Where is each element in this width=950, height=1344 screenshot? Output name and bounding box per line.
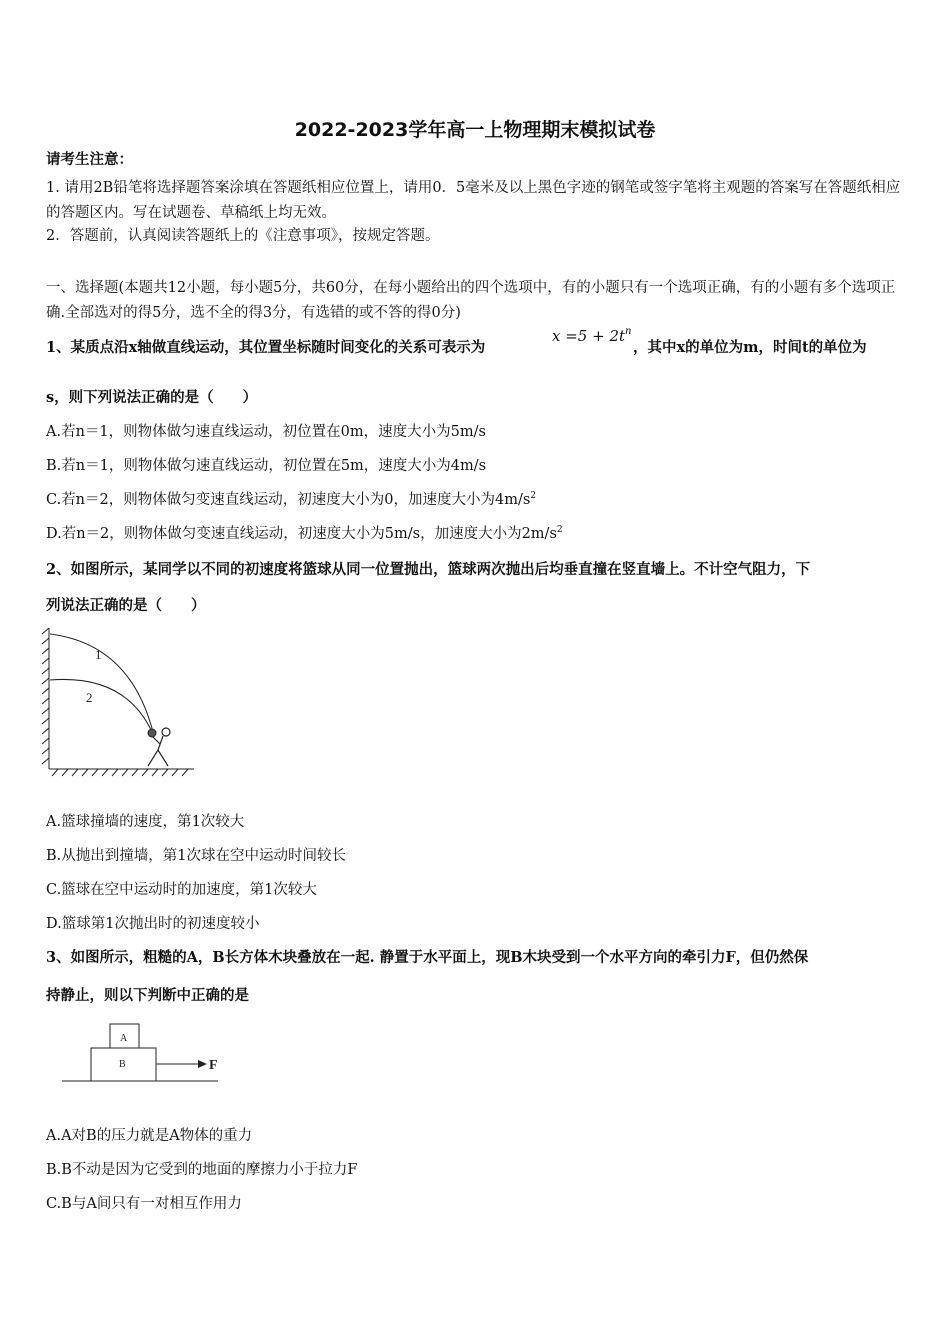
q2-stem-b: 列说法正确的是（ ） <box>46 597 206 614</box>
q2-option-b: B.从抛出到撞墙，第1次球在空中运动时间较长 <box>46 848 346 864</box>
trajectory-1 <box>50 634 153 732</box>
q2-stem-a: 2、如图所示，某同学以不同的初速度将篮球从同一位置抛出，篮球两次抛出后均垂直撞在竖直墙上。不计空气阻力，下 <box>46 561 811 578</box>
q1-formula <box>552 326 631 345</box>
q3-stem-a: 3、如图所示，粗糙的A，B长方体木块叠放在一起. 静置于水平面上，现B木块受到一个水平方向的牵引力F，但仍然保 <box>46 949 809 966</box>
q1-option-b: B.若n＝1，则物体做匀速直线运动，初位置在5m，速度大小为4m/s <box>46 458 487 474</box>
trajectory-2 <box>50 679 152 732</box>
page-title: 2022-2023学年高一上物理期末模拟试卷 <box>294 119 656 141</box>
notice-item-1: 1. 请用2B铅笔将选择题答案涂填在答题纸相应位置上，请用0．5毫米及以上黑色字迹的钢笔或签字笔将主观题的答案写在答题纸相应的答题区内。写在试题卷、草稿纸上均无效。 <box>46 180 901 221</box>
q1-option-d-sup: 2 <box>556 525 563 536</box>
force-label: F <box>209 1058 218 1073</box>
q2-figure <box>40 626 200 778</box>
q3-option-b: B.B不动是因为它受到的地面的摩擦力小于拉力F <box>46 1162 358 1178</box>
q1-formula-main: x =5 + 2t <box>552 327 626 345</box>
q3-option-a: A.A对B的压力就是A物体的重力 <box>46 1128 253 1144</box>
q1-formula-exponent: n <box>625 326 632 337</box>
force-arrow-head-icon <box>198 1060 207 1068</box>
q1-option-c-text: C.若n＝2，则物体做匀变速直线运动，初速度大小为0，加速度大小为4m/s <box>46 492 531 508</box>
q1-option-d-text: D.若n＝2，则物体做匀变速直线运动，初速度大小为5m/s，加速度大小为2m/s <box>46 526 557 542</box>
q1-option-d <box>46 524 563 544</box>
trajectory-2-label: 2 <box>86 690 93 705</box>
basketball-icon <box>148 729 156 737</box>
q1-stem-a: 1、某质点沿x轴做直线运动，其位置坐标随时间变化的关系可表示为 <box>46 339 486 356</box>
q3-stem-b: 持静止，则以下判断中正确的是 <box>46 987 249 1004</box>
block-b-label: B <box>119 1059 126 1070</box>
q1-option-a: A.若n＝1，则物体做匀速直线运动，初位置在0m，速度大小为5m/s <box>46 424 486 440</box>
section-intro: 一、选择题(本题共12小题，每小题5分，共60分，在每小题给出的四个选项中，有的小题只有一个选项正确，有的小题有多个选项正确.全部选对的得5分，选不全的得3分，有选错的或不答的得0分) <box>46 280 896 321</box>
q3-option-c: C.B与A间只有一对相互作用力 <box>46 1196 242 1212</box>
q1-option-c-sup: 2 <box>530 491 537 502</box>
q1-stem-c: s，则下列说法正确的是（ ） <box>46 389 258 406</box>
wall-hatching <box>42 628 49 769</box>
q2-option-d: D.篮球第1次抛出时的初速度较小 <box>46 916 260 932</box>
q2-option-a: A.篮球撞墙的速度，第1次较大 <box>46 814 245 830</box>
ground-hatching <box>49 769 194 776</box>
trajectory-1-label: 1 <box>95 647 102 662</box>
q3-figure <box>58 1020 228 1090</box>
block-a-label: A <box>120 1033 128 1044</box>
notice-item-2: 2．答题前，认真阅读答题纸上的《注意事项》，按规定答题。 <box>46 228 440 244</box>
q1-stem-b: ，其中x的单位为m，时间t的单位为 <box>633 339 867 356</box>
q1-option-c <box>46 490 536 510</box>
notice-heading: 请考生注意： <box>46 151 133 168</box>
q2-option-c: C.篮球在空中运动时的加速度，第1次较大 <box>46 882 317 898</box>
